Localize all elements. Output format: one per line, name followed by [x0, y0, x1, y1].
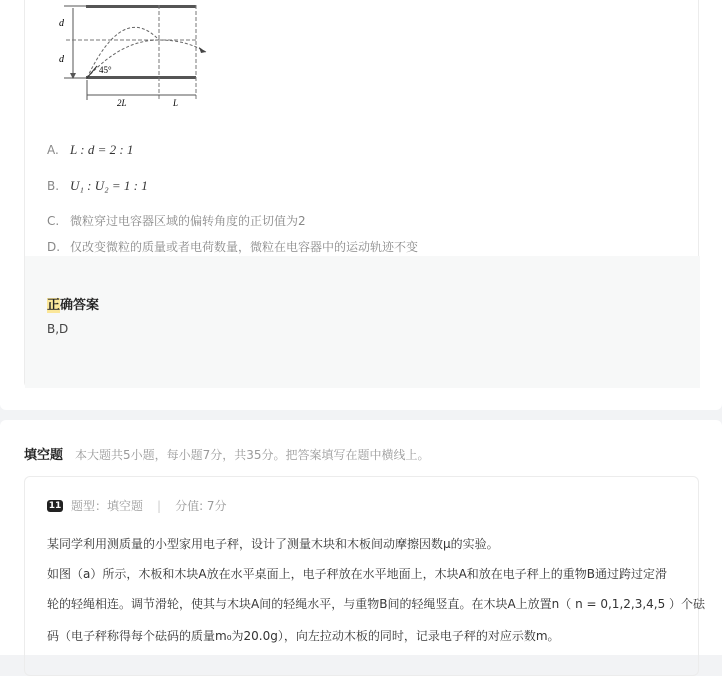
answer-title-highlight: 正 [47, 298, 61, 313]
svg-text:d: d [59, 18, 64, 29]
option-text: U₁ : U₂ = 1 : 1 [70, 178, 148, 193]
question-card [24, 476, 706, 676]
option-c[interactable] [47, 212, 306, 229]
answer-title-rest: 确答案 [60, 298, 100, 313]
capacitor-figure [51, 0, 216, 108]
answer-box [25, 256, 700, 388]
divider: | [157, 498, 162, 513]
question-text-line: 轮的轻绳相连。调节滑轮，使其与木块A间的轻绳水平，与重物B间的轻绳竖直。在木块A上放置n（ n = 0,1,2,3,4,5 ）个砝 [47, 597, 706, 611]
option-label: B. [47, 179, 60, 193]
section-title: 填空题 [24, 448, 64, 463]
question-type: 题型：填空题 [71, 499, 144, 513]
option-label: C. [47, 214, 60, 228]
question-meta [47, 497, 227, 514]
svg-text:d: d [59, 54, 64, 65]
svg-text:45°: 45° [99, 65, 112, 75]
option-label: D. [47, 240, 61, 254]
question-text-line: 码（电子秤称得每个砝码的质量m₀为20.0g），向左拉动木板的同时，记录电子秤的对应示数m。 [47, 629, 560, 643]
section-desc: 本大题共5小题，每小题7分，共35分。把答案填写在题中横线上。 [75, 448, 430, 462]
option-a[interactable] [47, 142, 133, 158]
option-text: 微粒穿过电容器区域的偏转角度的正切值为2 [70, 214, 306, 228]
option-b[interactable] [47, 178, 148, 194]
fill-blank-panel [0, 420, 722, 655]
option-label: A. [47, 143, 59, 157]
question-number-badge: 11 [48, 500, 62, 511]
option-text: L : d = 2 : 1 [70, 142, 134, 157]
answer-title [47, 294, 99, 313]
option-text: 仅改变微粒的质量或者电荷数量，微粒在电容器中的运动轨迹不变 [70, 240, 419, 254]
svg-text:2L: 2L [117, 98, 127, 108]
question-text-line: 如图（a）所示，木板和木块A放在水平桌面上，电子秤放在水平地面上，木块A和放在电子秤上的重物B通过跨过定滑 [47, 567, 668, 581]
section-header [24, 444, 430, 463]
option-d[interactable] [47, 238, 418, 255]
svg-text:L: L [173, 98, 179, 108]
answer-value: B,D [47, 322, 69, 336]
question-text-line: 某同学利用测质量的小型家用电子秤，设计了测量木块和木板间动摩擦因数μ的实验。 [47, 537, 499, 551]
question-score: 分值: 7分 [175, 499, 227, 513]
question-card [24, 0, 699, 388]
